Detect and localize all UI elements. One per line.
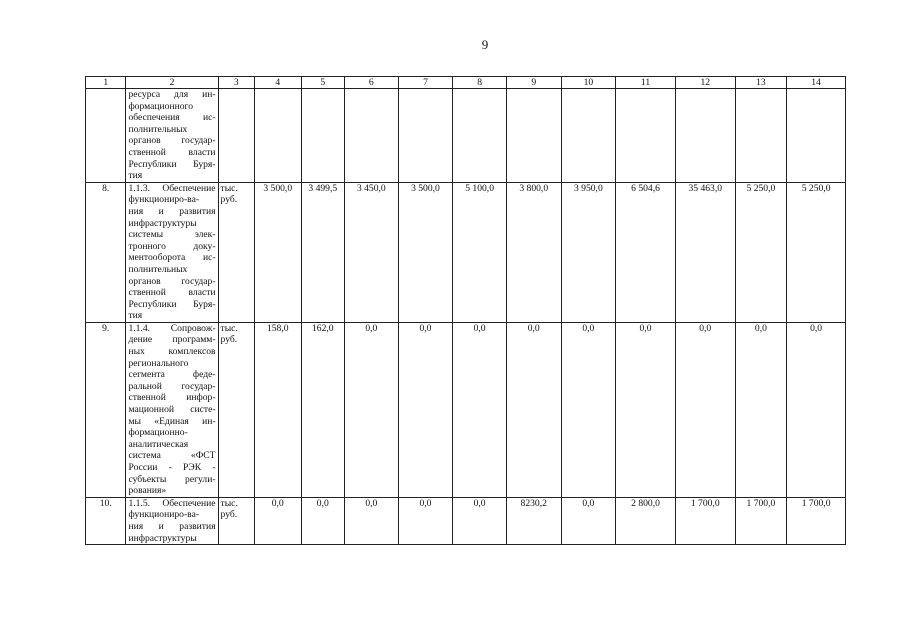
column-header: 12	[675, 77, 735, 89]
activity-name-line: Республики Буря-	[128, 158, 216, 170]
activity-name-line: мы «Единая ин-	[128, 415, 216, 427]
column-header: 6	[345, 77, 399, 89]
activity-name-line: формационно-	[128, 427, 188, 439]
column-header: 9	[506, 77, 561, 89]
activity-name-line: рования»	[128, 485, 167, 497]
column-header: 8	[453, 77, 507, 89]
activity-name-line: мационной систе-	[128, 404, 216, 416]
row-number: 10.	[86, 497, 126, 544]
value-cell: 0,0	[453, 322, 507, 497]
value-cell: 5 100,0	[453, 182, 507, 322]
activity-name-line: аналитическая	[128, 438, 189, 450]
column-header: 5	[301, 77, 345, 89]
activity-name-line: ственной власти	[128, 287, 216, 299]
value-cell	[561, 89, 616, 183]
value-cell: 1 700,0	[675, 497, 735, 544]
activity-name-line: сегмента феде-	[128, 369, 216, 381]
value-cell	[616, 89, 676, 183]
activity-name	[126, 322, 218, 497]
value-cell: 0,0	[345, 497, 399, 544]
activity-name-line: 1.1.3. Обеспечение	[128, 182, 216, 194]
unit-line: руб.	[220, 509, 238, 521]
value-cell: 0,0	[398, 497, 453, 544]
activity-name-line: ресурса для ин-	[128, 89, 216, 100]
column-header: 13	[735, 77, 787, 89]
activity-name-line: 1.1.5. Обеспечение	[128, 497, 216, 509]
value-cell: 6 504,6	[616, 182, 676, 322]
activity-name-line: обеспечения ис-	[128, 112, 216, 124]
activity-name-line: субъекты регули-	[128, 473, 216, 485]
unit-of-measure	[218, 182, 254, 322]
value-cell: 2 800,0	[616, 497, 676, 544]
unit-line: руб.	[220, 334, 238, 346]
budget-table	[85, 76, 846, 545]
value-cell: 35 463,0	[675, 182, 735, 322]
column-header: 14	[787, 77, 846, 89]
activity-name-line: полнительных	[128, 263, 188, 275]
activity-name-line: функциониро-ва-	[128, 509, 200, 521]
value-cell: 0,0	[787, 322, 846, 497]
value-cell: 0,0	[506, 322, 561, 497]
activity-name-line: органов государ-	[128, 275, 216, 287]
activity-name-line: полнительных	[128, 123, 188, 135]
activity-name-line: функциониро-ва-	[128, 194, 200, 206]
value-cell: 1 700,0	[787, 497, 846, 544]
value-cell	[301, 89, 345, 183]
value-cell: 3 500,0	[254, 182, 301, 322]
row-number: 9.	[86, 322, 126, 497]
column-header: 10	[561, 77, 616, 89]
column-header: 7	[398, 77, 453, 89]
value-cell: 3 500,0	[398, 182, 453, 322]
activity-name	[126, 89, 218, 183]
column-header: 4	[254, 77, 301, 89]
value-cell: 158,0	[254, 322, 301, 497]
activity-name-line: органов государ-	[128, 135, 216, 147]
activity-name-line: ния и развития	[128, 205, 216, 217]
value-cell: 0,0	[561, 322, 616, 497]
column-header: 2	[126, 77, 218, 89]
value-cell	[254, 89, 301, 183]
column-header: 11	[616, 77, 676, 89]
value-cell: 0,0	[616, 322, 676, 497]
value-cell	[345, 89, 399, 183]
value-cell: 3 950,0	[561, 182, 616, 322]
header-row	[86, 77, 846, 89]
activity-name-line: ственной инфор-	[128, 392, 216, 404]
table-row	[86, 497, 846, 544]
value-cell	[453, 89, 507, 183]
unit-line: тыс.	[220, 497, 238, 509]
activity-name-line: формационного	[128, 100, 194, 112]
table-row	[86, 322, 846, 497]
activity-name-line: ния и развития	[128, 520, 216, 532]
value-cell: 5 250,0	[787, 182, 846, 322]
value-cell: 0,0	[254, 497, 301, 544]
value-cell: 3 450,0	[345, 182, 399, 322]
value-cell: 162,0	[301, 322, 345, 497]
activity-name-line: дение программ-	[128, 334, 216, 346]
unit-of-measure	[218, 322, 254, 497]
activity-name	[126, 497, 218, 544]
activity-name-line: регионального	[128, 357, 189, 369]
activity-name-line: инфраструктуры	[128, 217, 197, 229]
activity-name-line: России - РЭК -	[128, 462, 216, 473]
value-cell: 3 800,0	[506, 182, 561, 322]
unit-of-measure	[218, 89, 254, 183]
unit-line: тыс.	[220, 322, 238, 334]
value-cell: 0,0	[345, 322, 399, 497]
value-cell: 5 250,0	[735, 182, 787, 322]
row-number	[86, 89, 126, 183]
value-cell: 1 700,0	[735, 497, 787, 544]
value-cell	[398, 89, 453, 183]
value-cell	[787, 89, 846, 183]
unit-line: руб.	[220, 194, 238, 206]
column-header: 3	[218, 77, 254, 89]
activity-name-line: ных комплексов	[128, 346, 216, 358]
value-cell: 0,0	[453, 497, 507, 544]
activity-name-line: тия	[128, 310, 143, 322]
table-header	[86, 77, 846, 89]
value-cell: 0,0	[301, 497, 345, 544]
activity-name-line: система «ФСТ	[128, 450, 216, 462]
column-header: 1	[86, 77, 126, 89]
row-number: 8.	[86, 182, 126, 322]
activity-name-line: тронного доку-	[128, 240, 216, 252]
page-number: 9	[481, 37, 489, 52]
table-row	[86, 89, 846, 183]
activity-name-line: инфраструктуры	[128, 532, 197, 544]
activity-name-line: ственной власти	[128, 146, 216, 158]
value-cell	[675, 89, 735, 183]
value-cell	[735, 89, 787, 183]
activity-name-line: системы элек-	[128, 229, 216, 241]
value-cell: 8230,2	[506, 497, 561, 544]
value-cell: 0,0	[675, 322, 735, 497]
value-cell: 3 499,5	[301, 182, 345, 322]
activity-name-line: Республики Буря-	[128, 298, 216, 310]
activity-name-line: 1.1.4. Сопровож-	[128, 322, 216, 334]
unit-of-measure	[218, 497, 254, 544]
activity-name-line: ральной государ-	[128, 380, 216, 392]
value-cell: 0,0	[561, 497, 616, 544]
value-cell: 0,0	[398, 322, 453, 497]
activity-name	[126, 182, 218, 322]
value-cell: 0,0	[735, 322, 787, 497]
activity-name-line: тия	[128, 170, 143, 182]
table-row	[86, 182, 846, 322]
table-body	[86, 89, 846, 545]
value-cell	[506, 89, 561, 183]
unit-line: тыс.	[220, 182, 238, 194]
activity-name-line: ментооборота ис-	[128, 252, 216, 264]
